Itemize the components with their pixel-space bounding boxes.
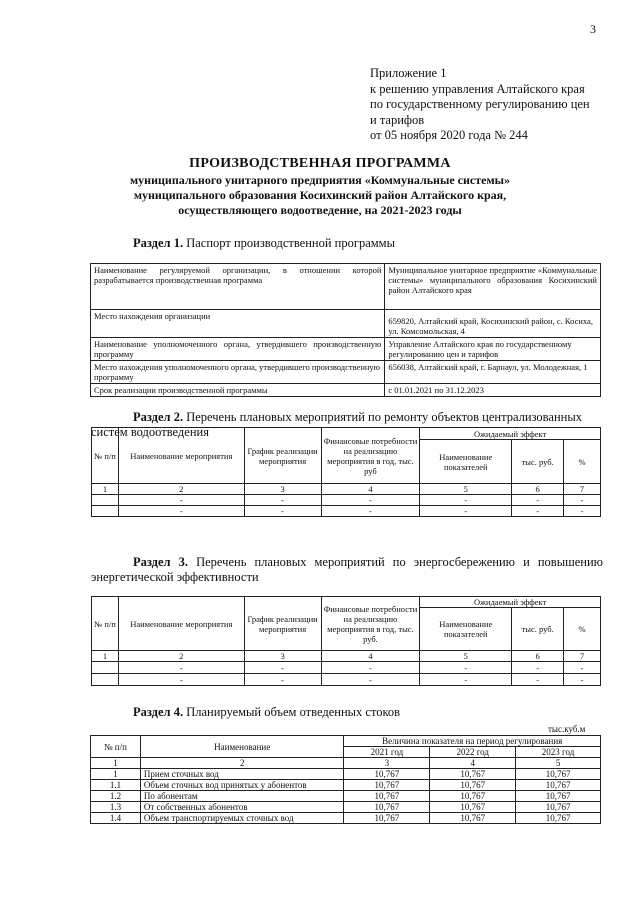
table-cell: - [244,495,321,506]
col-header-effect: Ожидаемый эффект [420,428,601,440]
table-cell: 10,767 [516,780,601,791]
table-cell: - [420,506,512,517]
section-2-prefix: Раздел 2. [133,410,184,424]
title-line: осуществляющего водоотведение, на 2021-2023 годы [178,203,462,217]
passport-label: Наименование регулируемой организации, в отношении которой разрабатывается производственная программа [91,264,385,310]
table-row [92,484,601,495]
col-header-rub: тыс. руб. [512,440,564,484]
appendix-line: Приложение 1 [370,66,447,80]
table-cell: 3 [244,484,321,495]
table-cell: 1.1 [91,780,141,791]
col-header-year: 2022 год [430,747,516,758]
table-cell: - [244,674,321,686]
section-3-title: Перечень плановых мероприятий по энергосбережению и повышению энергетической эффективности [91,555,603,584]
passport-label: Место нахождения организации [91,310,385,338]
table-cell: 10,767 [344,780,430,791]
table-cell: 4 [321,651,420,662]
table-cell: 10,767 [430,780,516,791]
table-cell [92,495,119,506]
section-4-heading [133,705,400,720]
table-row [92,495,601,506]
col-header-name: Наименование [140,736,344,758]
appendix-line: к решению управления Алтайского края [370,81,585,96]
col-header-indicator: Наименование показателей [420,608,512,651]
table-cell: 7 [564,484,601,495]
section-3-prefix: Раздел 3. [133,555,189,569]
table-cell: 2 [140,758,344,769]
appendix-line: и тарифов [370,112,425,127]
table-cell: 10,767 [516,802,601,813]
col-header-name: Наименование мероприятия [118,428,244,484]
col-header-pct: % [564,440,601,484]
table-cell: - [512,495,564,506]
table-cell: - [420,662,512,674]
table-row [92,674,601,686]
table-cell: 5 [420,484,512,495]
table-cell: 10,767 [344,813,430,824]
table-row [92,662,601,674]
table-cell: - [564,495,601,506]
table-row [91,384,601,397]
table-cell: - [118,674,244,686]
col-header-schedule: График реализации мероприятия [244,428,321,484]
table-cell: - [118,662,244,674]
energy-measures-table [91,596,601,686]
table-cell: 1.3 [91,802,141,813]
table-cell: - [244,662,321,674]
section-4-title: Планируемый объем отведенных стоков [183,705,401,719]
table-row [92,506,601,517]
col-header-pct: % [564,608,601,651]
col-header-finance: Финансовые потребности на реализацию мероприятия в год, тыс. руб [321,428,420,484]
table-header-row [92,428,601,440]
col-header-year: 2023 год [516,747,601,758]
table-cell [92,506,119,517]
table-row [91,769,601,780]
table-row [91,361,601,384]
table-cell: 5 [516,758,601,769]
table-cell: - [512,506,564,517]
col-header-effect: Ожидаемый эффект [420,597,601,608]
table-cell: Объем сточных вод принятых у абонентов [140,780,344,791]
table-cell: 10,767 [430,791,516,802]
appendix-block [370,66,590,144]
passport-label: Срок реализации производственной программы [91,384,385,397]
table-header-row [92,597,601,608]
appendix-line: от 05 ноября 2020 года № 244 [370,128,528,142]
table-cell: 5 [420,651,512,662]
repair-measures-table [91,427,601,517]
wastewater-volume-table [90,735,601,824]
table-cell [92,662,119,674]
passport-value: 659820, Алтайский край, Косихинский район, с. Косиха, ул. Комсомольская, 4 [385,310,601,338]
section-4-prefix: Раздел 4. [133,705,184,719]
passport-label: Наименование уполномоченного органа, утвердившего производственную программу [91,338,385,361]
table-cell: - [321,506,420,517]
passport-value: Муниципальное унитарное предприятие «Коммунальные системы» муниципального образования Косихинский район Алтайского края [385,264,601,310]
table-cell: Прием сточных вод [140,769,344,780]
table-cell: 6 [512,651,564,662]
table-cell: 3 [244,651,321,662]
table-cell: 1.4 [91,813,141,824]
section-1-prefix: Раздел 1. [133,236,184,250]
table-cell: 10,767 [344,802,430,813]
table-cell: Объем транспортируемых сточных вод [140,813,344,824]
table-row [92,651,601,662]
table-row [91,310,601,338]
table-row [91,780,601,791]
table-cell: По абонентам [140,791,344,802]
table-cell: 2 [118,484,244,495]
unit-label: тыс.куб.м [548,724,586,734]
page-number: 3 [590,22,596,36]
section-3-heading [91,555,603,585]
appendix-line: по государственному регулированию цен [370,97,590,111]
table-cell: 10,767 [430,769,516,780]
section-1-title: Паспорт производственной программы [183,236,395,250]
table-cell: - [420,674,512,686]
section-1-heading [133,236,395,251]
table-cell: - [564,674,601,686]
table-cell: 1 [92,651,119,662]
table-cell: - [321,674,420,686]
table-cell: - [512,674,564,686]
passport-table [90,263,601,397]
table-cell: - [512,662,564,674]
table-cell: - [420,495,512,506]
col-header-num: № п/п [91,736,141,758]
col-header-num: № п/п [92,428,119,484]
table-header-row [91,736,601,747]
table-cell: 1 [91,758,141,769]
table-cell: - [321,662,420,674]
table-row [91,802,601,813]
table-cell: - [564,662,601,674]
table-cell: 1.2 [91,791,141,802]
table-cell: От собственных абонентов [140,802,344,813]
table-row [91,338,601,361]
table-cell: - [244,506,321,517]
table-cell: - [564,506,601,517]
table-cell: 10,767 [516,791,601,802]
table-cell: 2 [118,651,244,662]
col-header-name: Наименование мероприятия [118,597,244,651]
col-header-finance: Финансовые потребности на реализацию мероприятия в год, тыс. руб. [321,597,420,651]
table-row [91,758,601,769]
table-cell: 10,767 [430,813,516,824]
document-title: ПРОИЗВОДСТВЕННАЯ ПРОГРАММА [189,156,451,171]
table-row [91,791,601,802]
table-cell: 10,767 [344,791,430,802]
col-header-schedule: График реализации мероприятия [244,597,321,651]
title-line: муниципального образования Косихинский район Алтайского края, [133,188,507,202]
passport-value: Управление Алтайского края по государственному регулированию цен и тарифов [385,338,601,361]
table-cell: 6 [512,484,564,495]
table-cell [92,674,119,686]
col-header-indicator: Наименование показателей [420,440,512,484]
table-cell: 3 [344,758,430,769]
table-cell: 10,767 [516,769,601,780]
table-cell: 10,767 [516,813,601,824]
table-cell: 10,767 [430,802,516,813]
passport-label: Место нахождения уполномоченного органа, утвердившего производственную программу [91,361,385,384]
table-cell: 4 [430,758,516,769]
title-line: муниципального унитарного предприятия «Коммунальные системы» [130,173,510,187]
table-cell: - [118,506,244,517]
table-cell: 1 [92,484,119,495]
table-row [91,264,601,310]
table-cell: 1 [91,769,141,780]
col-header-year: 2021 год [344,747,430,758]
passport-value: 656038, Алтайский край, г. Барнаул, ул. Молодежная, 1 [385,361,601,384]
table-cell: - [118,495,244,506]
col-header-num: № п/п [92,597,119,651]
passport-value: с 01.01.2021 по 31.12.2023 [385,384,601,397]
table-row [91,813,601,824]
table-cell: 7 [564,651,601,662]
col-header-period: Величина показателя на период регулирования [344,736,601,747]
section-2-title: Перечень плановых мероприятий по ремонту объектов централизованных систем водоотведения [91,410,582,439]
col-header-rub: тыс. руб. [512,608,564,651]
table-cell: - [321,495,420,506]
table-cell: 10,767 [344,769,430,780]
table-cell: 4 [321,484,420,495]
